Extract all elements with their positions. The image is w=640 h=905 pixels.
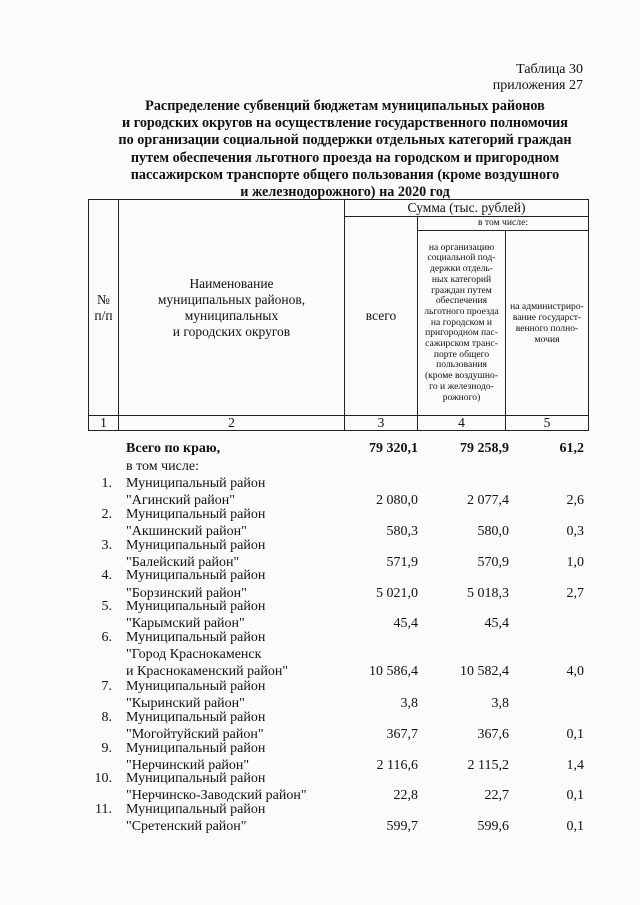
row-line (0, 599, 640, 615)
row-name: Муниципальный район (126, 630, 266, 645)
header-text: венного полно- (515, 323, 579, 334)
row-total: 22,8 (393, 788, 418, 804)
row-name: "Сретенский район" (126, 819, 247, 835)
row-name: "Балейский район" (126, 554, 240, 570)
row-social: 580,0 (477, 523, 509, 539)
row-number: 10. (94, 771, 112, 787)
row-name: "Нерчинско-Заводский район" (126, 788, 307, 804)
row-admin: 0,1 (566, 819, 584, 835)
header-text: (кроме воздушно- (424, 370, 499, 382)
row-name: Муниципальный район (126, 537, 266, 553)
row-name: Муниципальный район (126, 740, 266, 756)
header-text: муниципальных (184, 307, 279, 323)
total-label: Всего по краю, (126, 441, 221, 456)
header-text: на городском и (430, 316, 493, 328)
title-line: и железнодорожного) на 2020 год (240, 184, 450, 201)
row-name: "Карымский район" (126, 616, 245, 632)
column-number: 1 (89, 416, 119, 431)
row-social: 22,7 (484, 788, 509, 804)
header-text: пользования (436, 359, 487, 371)
header-text: муниципальных районов, (157, 291, 306, 307)
header-col-number (89, 200, 119, 416)
row-line (0, 710, 640, 726)
row-total: 2 116,6 (376, 757, 418, 773)
row-name: Муниципальный район (126, 678, 266, 694)
row-number: 5. (101, 599, 112, 615)
row-social: 5 018,3 (467, 585, 509, 601)
header-text: ных категорий (431, 273, 492, 285)
total-admin-value: 61,2 (559, 441, 584, 456)
table-number: Таблица 30 (516, 62, 583, 77)
header-text: на организацию (428, 241, 495, 253)
row-total: 580,3 (386, 523, 418, 539)
header-col-social (418, 231, 506, 416)
row-number: 9. (101, 740, 112, 756)
row-name: "Город Краснокаменск (126, 647, 262, 663)
column-number: 5 (506, 416, 589, 431)
row-line (0, 771, 640, 787)
row-social: 2 115,2 (467, 757, 509, 773)
row-line (0, 679, 640, 695)
row-social: 2 077,4 (467, 493, 509, 509)
title-line: Распределение субвенций бюджетам муниципальных районов (145, 98, 545, 114)
header-text: граждан путем (431, 284, 492, 296)
row-admin: 4,0 (566, 664, 584, 680)
header-including: в том числе: (418, 217, 589, 231)
header-text: Наименование (189, 275, 274, 291)
header-text: пригородном пас- (425, 327, 498, 339)
column-number: 4 (418, 416, 506, 431)
row-total: 599,7 (386, 819, 418, 835)
title-line: пассажирском транспорте общего пользования (кроме воздушного (130, 166, 560, 183)
title-line: по организации социальной поддержки отдельных категорий граждан (118, 132, 572, 149)
row-line (0, 819, 640, 835)
row-name: Муниципальный район (126, 568, 266, 584)
row-total: 45,4 (393, 616, 418, 632)
row-admin: 1,0 (566, 554, 584, 570)
row-line (0, 647, 640, 663)
row-social: 45,4 (484, 616, 509, 632)
row-total: 3,8 (400, 696, 418, 711)
header-col-admin (506, 231, 589, 416)
row-line (0, 568, 640, 584)
total-social-value: 79 258,9 (460, 441, 509, 456)
row-name: и Краснокаменский район" (126, 664, 289, 680)
row-social: 570,9 (477, 554, 509, 570)
including-row (0, 459, 640, 475)
title-line: и городских округов на осуществление государственного полномочия (122, 115, 568, 132)
row-name: Муниципальный район (126, 709, 266, 725)
row-number: 4. (101, 568, 112, 584)
row-name: Муниципальный район (126, 599, 266, 615)
row-social: 10 582,4 (460, 664, 509, 680)
row-line (0, 538, 640, 554)
total-value: 79 320,1 (369, 441, 418, 456)
row-number: 3. (101, 537, 112, 553)
header-text: го и железнодо- (429, 380, 494, 392)
row-number: 7. (101, 678, 112, 694)
header-text: порте общего (433, 348, 490, 360)
row-name: Муниципальный район (126, 476, 266, 491)
row-total: 367,7 (386, 726, 418, 742)
row-name: "Акшинский район" (126, 523, 247, 539)
header-sum: Сумма (тыс. рублей) (345, 200, 589, 217)
row-number: 6. (101, 630, 112, 645)
row-name: "Могойтуйский район" (126, 726, 264, 742)
row-admin: 0,1 (566, 788, 584, 804)
header-text: социальной под- (427, 252, 496, 264)
header-text: сажирском транс- (425, 338, 498, 350)
row-name: "Кыринский район" (126, 696, 245, 711)
row-line (0, 630, 640, 646)
row-number: 1. (101, 476, 112, 491)
total-row (0, 441, 640, 457)
row-admin: 2,7 (566, 585, 584, 601)
row-line (0, 802, 640, 818)
including-label: в том числе: (126, 459, 199, 474)
row-social: 599,6 (477, 819, 509, 835)
header-text: мочия (534, 334, 560, 345)
row-admin: 1,4 (566, 757, 584, 773)
header-text: рожного) (442, 391, 481, 403)
row-social: 367,6 (477, 726, 509, 742)
row-name: "Нерчинский район" (126, 757, 250, 773)
table-reference (493, 62, 583, 94)
appendix-number: приложения 27 (492, 78, 583, 93)
row-admin: 0,1 (566, 726, 584, 742)
row-social: 3,8 (491, 696, 509, 711)
column-number: 2 (119, 416, 345, 431)
header-text: на администриро- (510, 301, 584, 312)
header-text: держки отдель- (430, 263, 493, 275)
header-text: обеспечения (435, 295, 488, 307)
header-text: п/п (94, 307, 113, 323)
row-name: "Борзинский район" (126, 585, 247, 601)
row-name: Муниципальный район (126, 506, 266, 522)
header-col-name (119, 200, 345, 416)
header-text: вание государст- (512, 312, 582, 323)
row-total: 10 586,4 (369, 664, 418, 680)
row-number: 8. (101, 709, 112, 725)
row-name: Муниципальный район (126, 802, 266, 818)
table-header (88, 199, 589, 431)
row-name: "Агинский район" (126, 493, 235, 509)
row-total: 5 021,0 (376, 585, 418, 601)
row-total: 571,9 (386, 554, 418, 570)
header-col-total: всего (345, 217, 418, 416)
header-text: и городских округов (172, 323, 291, 339)
row-line (0, 476, 640, 492)
row-admin: 0,3 (566, 523, 584, 539)
row-admin: 2,6 (566, 493, 584, 509)
row-total: 2 080,0 (376, 493, 418, 509)
row-number: 11. (95, 802, 112, 818)
header-text: № (97, 291, 110, 307)
header-text: льготного проезда (424, 305, 499, 317)
row-line (0, 507, 640, 523)
row-number: 2. (101, 506, 112, 522)
row-name: Муниципальный район (126, 771, 266, 787)
row-line (0, 741, 640, 757)
column-number: 3 (345, 416, 418, 431)
title-line: путем обеспечения льготного проезда на городском и пригородном (130, 149, 560, 166)
row-line (0, 664, 640, 680)
document-title (95, 98, 595, 201)
